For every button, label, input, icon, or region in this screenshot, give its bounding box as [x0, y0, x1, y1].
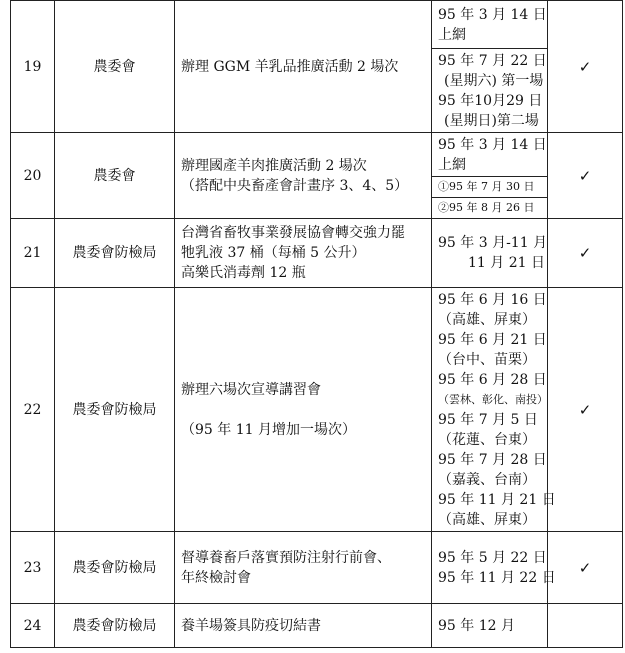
table-row	[11, 288, 623, 532]
date-line: ①95 年 7 月 30 日	[438, 180, 535, 193]
date-cell	[432, 1, 548, 49]
description-cell	[175, 219, 432, 288]
description-line: 牠乳液 37 桶（每桶 5 公升）	[181, 245, 366, 261]
check-mark: ✓	[548, 133, 623, 219]
date-line: 95 年 5 月 22 日	[438, 549, 547, 566]
date-line: 95 年 6 月 16 日	[438, 291, 547, 308]
date-line: 95 年 3 月 14 日	[438, 136, 547, 153]
agency-cell: 農委會防檢局	[55, 604, 175, 648]
table-row	[11, 1, 623, 49]
date-cell	[432, 198, 548, 219]
check-mark: ✓	[548, 219, 623, 288]
description-line: （95 年 11 月增加一場次）	[181, 421, 356, 438]
date-line: (星期六) 第一場	[444, 72, 544, 89]
item-number: 19	[11, 1, 55, 133]
description-cell	[175, 133, 432, 219]
description-line: 辦理 GGM 羊乳品推廣活動 2 場次	[181, 58, 399, 75]
item-number: 21	[11, 219, 55, 288]
date-line: 95 年 3 月-11 月	[438, 235, 548, 251]
description-line: 年終檢討會	[181, 569, 251, 586]
date-line: （高雄、屏東）	[438, 511, 536, 528]
date-line: 95 年 7 月 28 日	[438, 451, 547, 468]
check-mark	[548, 604, 623, 648]
date-line: 95 年 7 月 5 日	[438, 411, 538, 428]
agency-cell: 農委會	[55, 1, 175, 133]
table-row	[11, 133, 623, 177]
description-line: 高樂氏消毒劑 12 瓶	[181, 265, 306, 281]
date-line: 11 月 21 日	[468, 255, 545, 271]
date-cell	[432, 604, 548, 648]
agency-cell: 農委會防檢局	[55, 288, 175, 532]
date-cell	[432, 532, 556, 604]
date-line: 95 年 7 月 22 日	[438, 52, 547, 69]
date-line: 95 年 11 月 22 日	[438, 569, 556, 586]
date-line: 95 年 11 月 21 日	[438, 491, 556, 508]
progress-table	[10, 0, 623, 648]
check-mark: ✓	[548, 1, 623, 133]
date-line: （花蓮、台東）	[438, 431, 536, 448]
description-line: （搭配中央畜產會計畫序 3、4、5）	[181, 177, 409, 194]
date-line: 95 年 6 月 28 日	[438, 371, 547, 388]
date-line: （嘉義、台南）	[438, 471, 536, 488]
item-number: 24	[11, 604, 55, 648]
item-number: 20	[11, 133, 55, 219]
date-line: 95 年 6 月 21 日	[438, 331, 547, 348]
date-cell	[432, 49, 548, 133]
item-number: 23	[11, 532, 55, 604]
table-row	[11, 219, 623, 288]
description-line: 辦理六場次宣導講習會	[181, 381, 321, 398]
description-cell	[175, 1, 432, 133]
description-line: 辦理國產羊肉推廣活動 2 場次	[181, 157, 367, 174]
description-cell	[175, 532, 432, 604]
date-line: 95 年 12 月	[438, 617, 515, 634]
date-line: （台中、苗栗）	[438, 351, 536, 368]
description-line	[181, 400, 431, 420]
item-number: 22	[11, 288, 55, 532]
date-line: (星期日)第二場	[444, 112, 539, 129]
agency-cell: 農委會防檢局	[55, 219, 175, 288]
date-cell	[432, 219, 548, 288]
date-line: （雲林、彰化、南投）	[438, 392, 548, 406]
description-cell	[175, 288, 432, 532]
table-row	[11, 532, 623, 604]
description-cell	[175, 604, 432, 648]
agency-cell: 農委會防檢局	[55, 532, 175, 604]
check-mark: ✓	[548, 532, 623, 604]
date-line: 上網	[438, 156, 466, 173]
date-cell	[432, 133, 548, 177]
check-mark: ✓	[548, 288, 623, 532]
date-line: 95 年10月29 日	[438, 92, 543, 109]
description-line: 督導養畜戶落實預防注射行前會、	[181, 549, 391, 566]
description-line: 養羊場簽具防疫切結書	[181, 617, 321, 634]
date-cell	[432, 288, 556, 532]
agency-cell: 農委會	[55, 133, 175, 219]
table-row	[11, 604, 623, 648]
date-line: （高雄、屏東）	[438, 311, 536, 328]
date-line: 上網	[438, 26, 466, 43]
date-cell	[432, 177, 548, 198]
date-line: 95 年 3 月 14 日	[438, 6, 547, 23]
date-line: ②95 年 8 月 26 日	[438, 201, 535, 214]
description-line: 台灣省畜牧事業發展協會轉交強力罷	[181, 225, 405, 241]
